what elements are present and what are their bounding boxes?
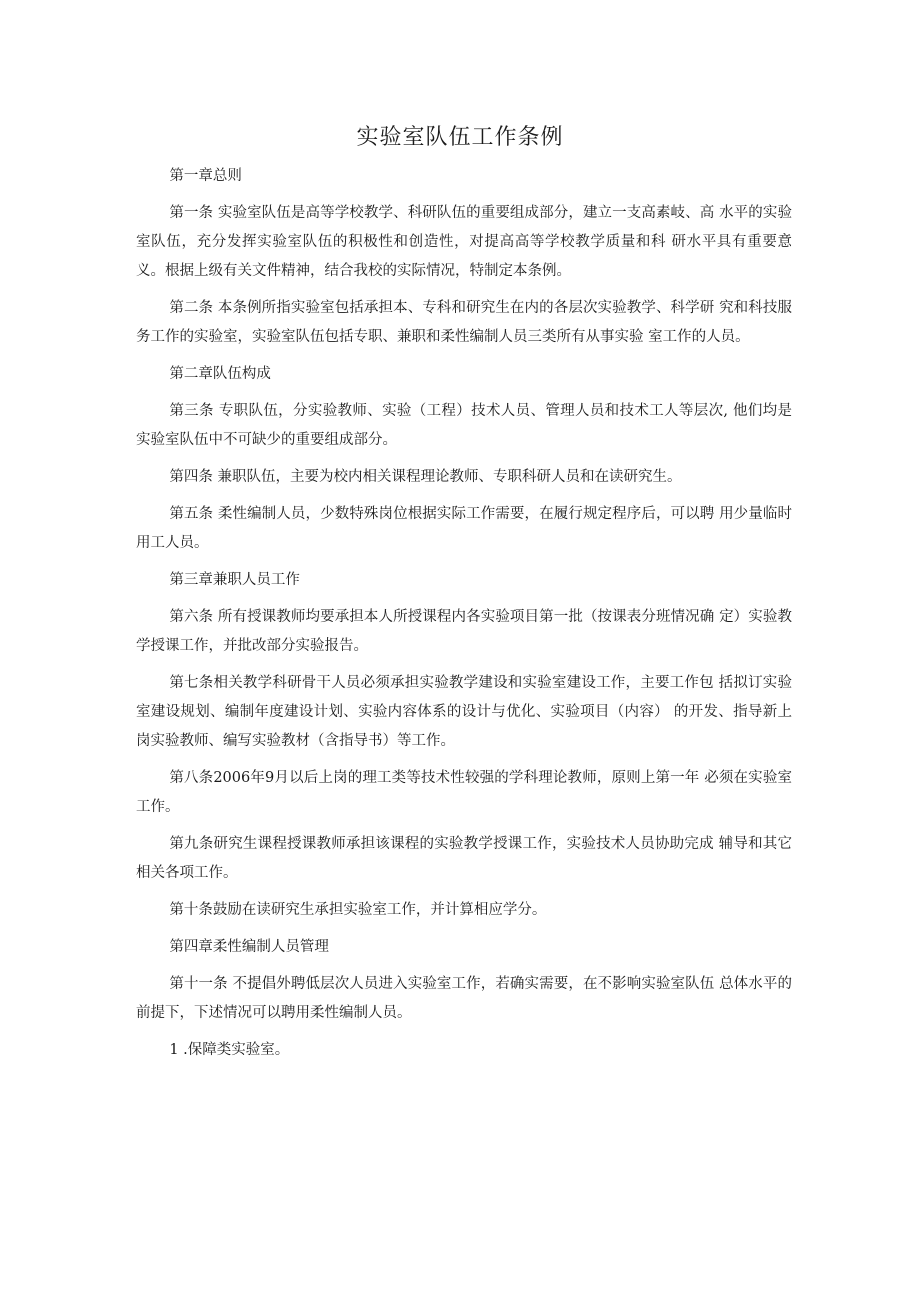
chapter-heading: 第四章柔性编制人员管理 [169,939,329,955]
article-paragraph: 第四条 兼职队伍，主要为校内相关课程理论教师、专职科研人员和在读研究生。 [169,469,682,485]
chapter-heading: 第一章总则 [169,168,242,184]
article-paragraph: 第八条2006年9月以后上岗的理工类等技术性较强的学科理论教师，原则上第一年 必须在实验室工作。 [136,770,792,815]
document-title: 实验室队伍工作条例 [356,125,564,150]
article-paragraph: 第二条 本条例所指实验室包括承担本、专科和研究生在内的各层次实验教学、科学研 究和科技服务工作的实验室，实验室队伍包括专职、兼职和柔性编制人员三类所有从事实验 室工作的人员。 [136,300,792,345]
chapter-heading: 第二章队伍构成 [169,366,271,382]
list-item: 1 .保障类实验室。 [169,1042,290,1058]
article-paragraph: 第六条 所有授课教师均要承担本人所授课程内各实验项目第一批（按课表分班情况确 定）实验教学授课工作，并批改部分实验报告。 [136,609,792,654]
article-paragraph: 第三条 专职队伍，分实验教师、实验（工程）技术人员、管理人员和技术工人等层次, 他们均是实验室队伍中不可缺少的重要组成部分。 [136,403,792,448]
article-paragraph: 第九条研究生课程授课教师承担该课程的实验教学授课工作，实验技术人员协助完成 辅导和其它相关各项工作。 [136,836,792,881]
chapter-heading: 第三章兼职人员工作 [169,572,300,588]
article-paragraph: 第一条 实验室队伍是高等学校教学、科研队伍的重要组成部分，建立一支高素岐、高 水平的实验室队伍，充分发挥实验室队伍的积极性和创造性，对提高高等学校教学质量和科 研水平具有重要意义。根据上级有关文件精神，结合我校的实际情况，特制定本条例。 [136,205,792,279]
article-paragraph: 第十条鼓励在读研究生承担实验室工作，并计算相应学分。 [169,902,547,918]
article-paragraph: 第七条相关教学科研骨干人员必须承担实验教学建设和实验室建设工作，主要工作包 括拟订实验室建设规划、编制年度建设计划、实验内容体系的设计与优化、实验项目（内容） 的开发、指导新上岗实验教师、编写实验教材（含指导书）等工作。 [136,675,792,749]
article-paragraph: 第五条 柔性编制人员，少数特殊岗位根据实际工作需要，在履行规定程序后，可以聘 用少量临时用工人员。 [136,506,792,551]
article-paragraph: 第十一条 不提倡外聘低层次人员进入实验室工作，若确实需要，在不影响实验室队伍 总体水平的前提下，下述情况可以聘用柔性编制人员。 [136,976,792,1021]
document-body [136,162,792,1065]
